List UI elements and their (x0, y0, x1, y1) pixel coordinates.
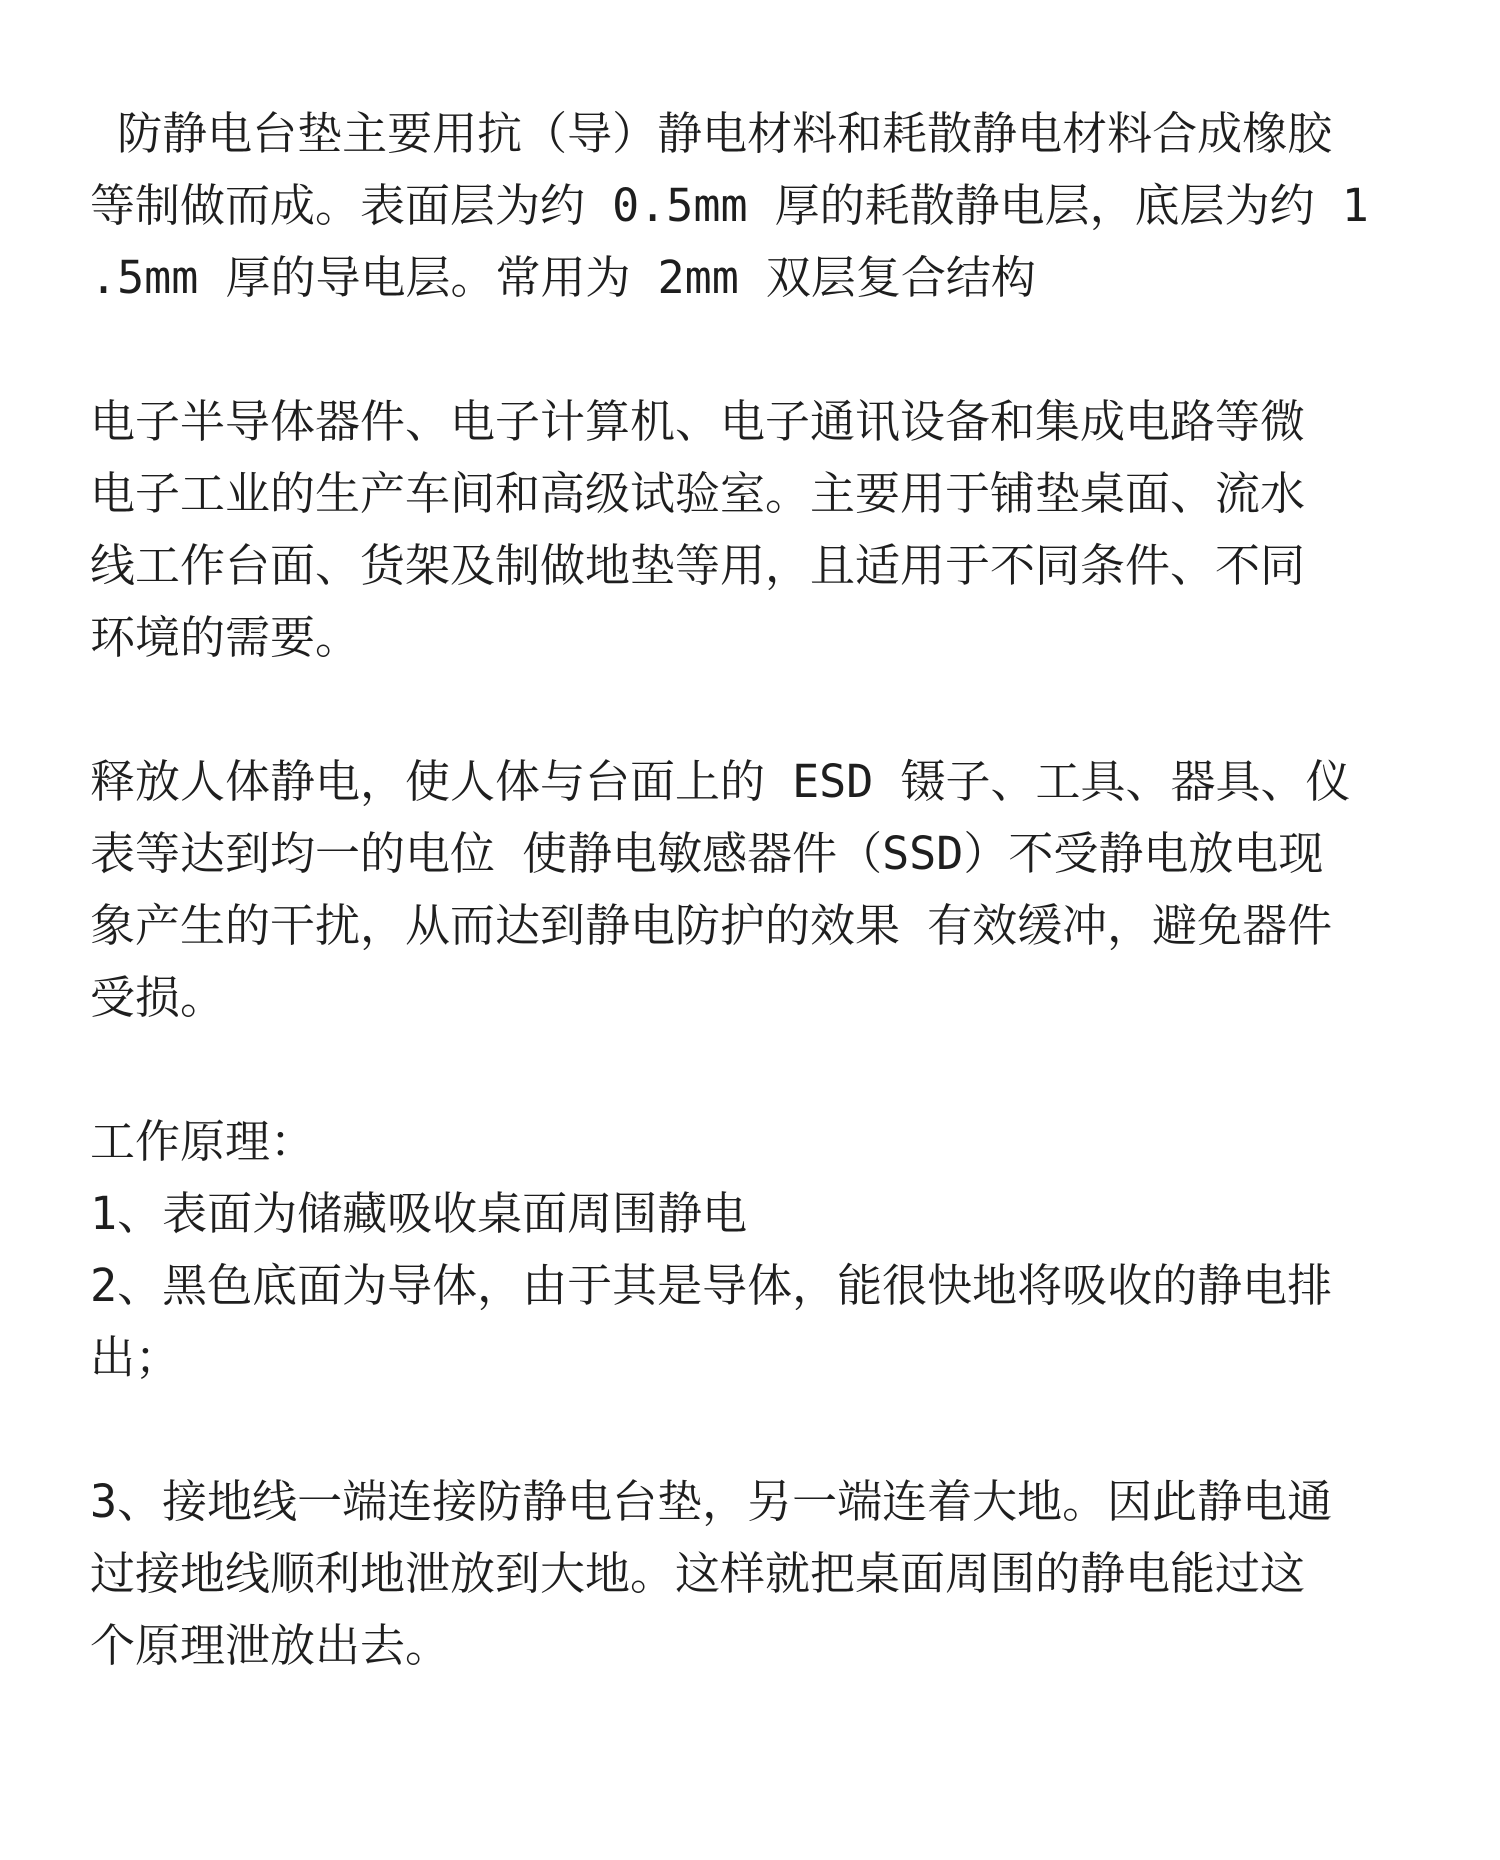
text-line: 释放人体静电，使人体与台面上的 ESD 镊子、工具、器具、仪 (90, 755, 1351, 808)
list-item: 3、接地线一端连接防静电台垫，另一端连着大地。因此静电通 (90, 1475, 1333, 1528)
section-heading: 工作原理： (90, 1115, 316, 1168)
paragraph-material (90, 98, 1410, 314)
text-line: 电子工业的生产车间和高级试验室。主要用于铺垫桌面、流水 (90, 467, 1306, 520)
list-item: 2、黑色底面为导体，由于其是导体，能很快地将吸收的静电排 (90, 1259, 1333, 1312)
text-line: 等制做而成。表面层为约 0.5mm 厚的耗散静电层，底层为约 1 (90, 179, 1369, 232)
text-line: 防静电台垫主要用抗（导）静电材料和耗散静电材料合成橡胶 (90, 107, 1333, 160)
text-line: 个原理泄放出去。 (90, 1619, 451, 1672)
paragraph-applications (90, 386, 1410, 674)
list-item: 1、表面为储藏吸收桌面周围静电 (90, 1187, 748, 1240)
text-line: 出； (90, 1331, 181, 1384)
text-line: 过接地线顺利地泄放到大地。这样就把桌面周围的静电能过这 (90, 1547, 1306, 1600)
text-line: 线工作台面、货架及制做地垫等用，且适用于不同条件、不同 (90, 539, 1306, 592)
text-line: 受损。 (90, 971, 226, 1024)
paragraph-working-principle (90, 1106, 1410, 1394)
text-line: .5mm 厚的导电层。常用为 2mm 双层复合结构 (90, 251, 1036, 304)
paragraph-grounding (90, 1466, 1410, 1682)
text-line: 电子半导体器件、电子计算机、电子通讯设备和集成电路等微 (90, 395, 1306, 448)
paragraph-function (90, 746, 1410, 1034)
text-line: 表等达到均一的电位 使静电敏感器件（SSD）不受静电放电现 (90, 827, 1324, 880)
text-line: 环境的需要。 (90, 611, 361, 664)
text-line: 象产生的干扰，从而达到静电防护的效果 有效缓冲，避免器件 (90, 899, 1333, 952)
